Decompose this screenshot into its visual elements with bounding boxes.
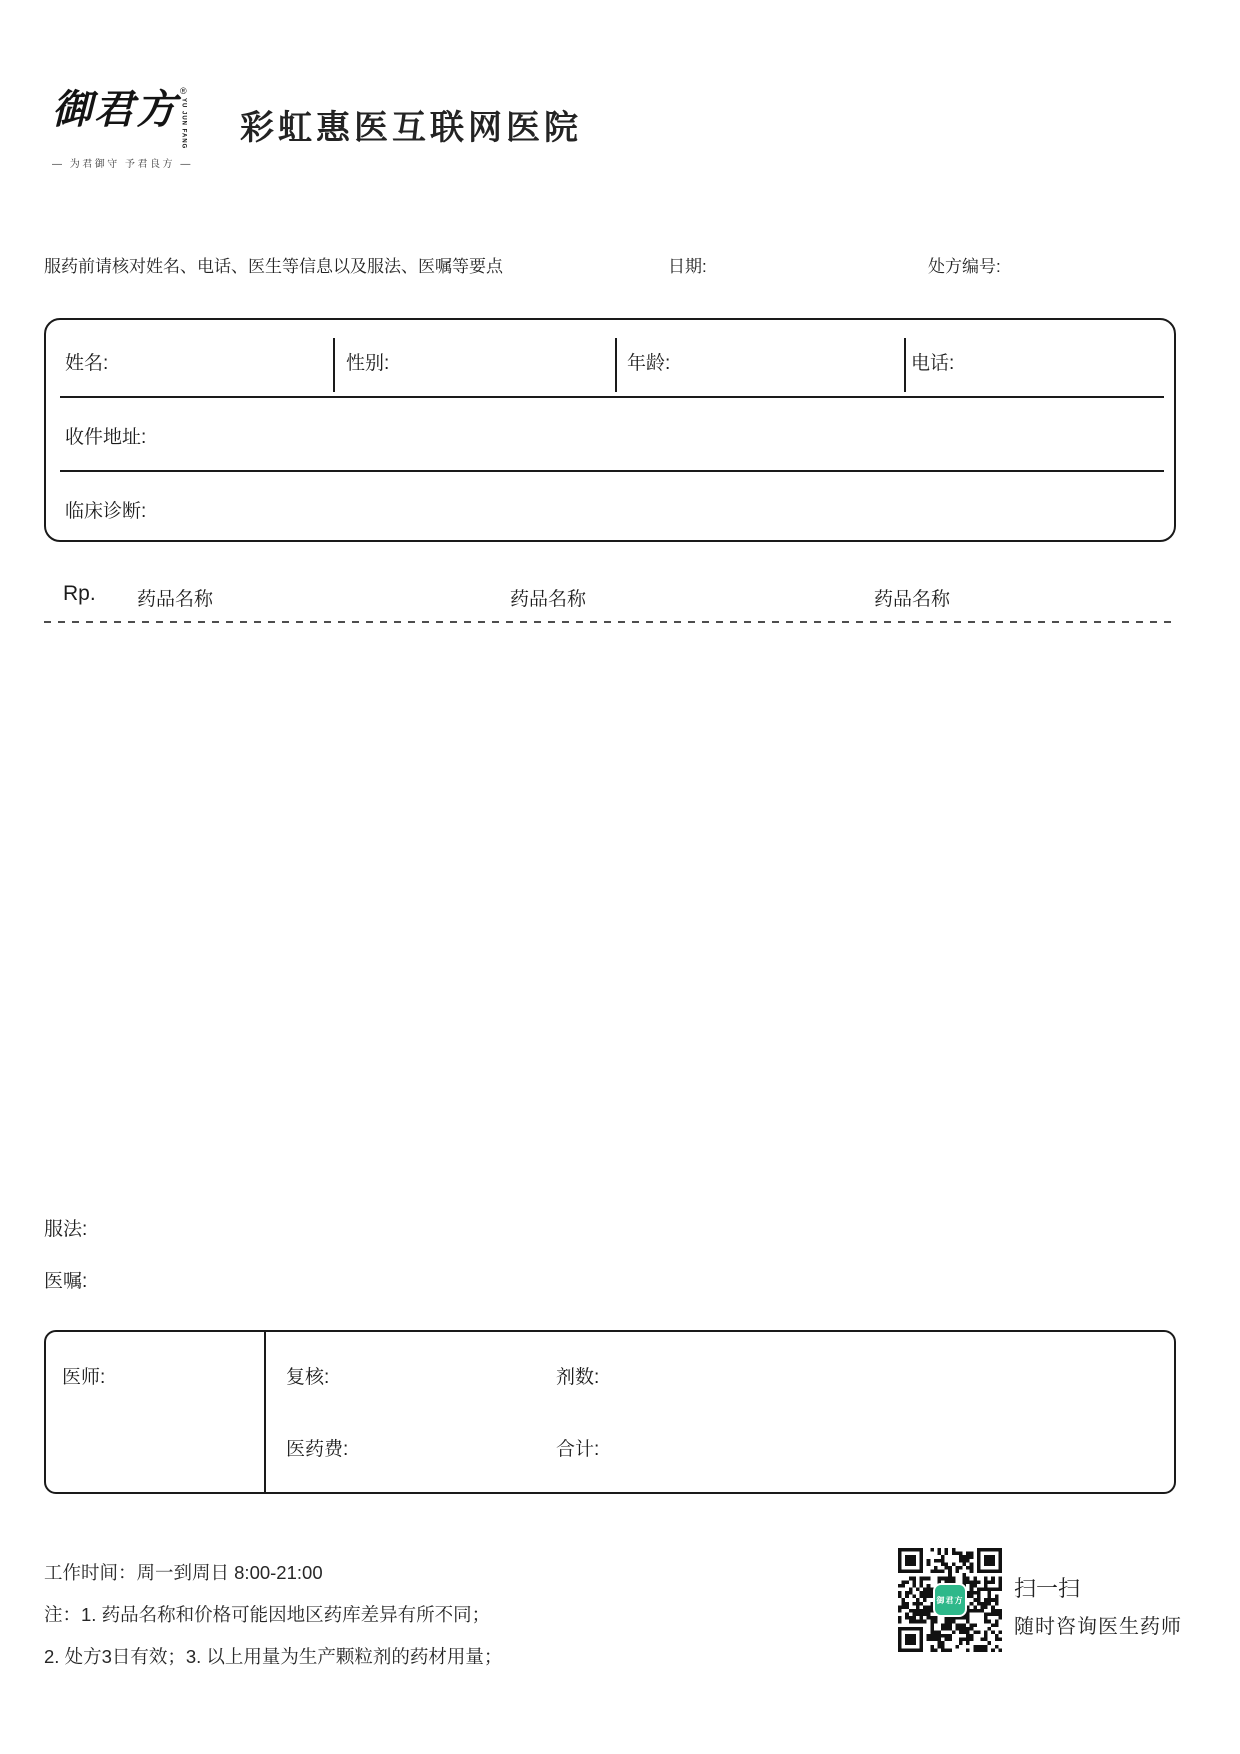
row-divider [60, 396, 1164, 398]
brand-logo [52, 86, 227, 170]
scan-title: 扫一扫 [1014, 1576, 1081, 1601]
note-line-2: 2. 处方3日有效；3. 以上用量为生产颗粒剂的药材用量； [44, 1646, 503, 1667]
drug-name-column-header: 药品名称 [874, 589, 951, 610]
logo-text: 御君方 [52, 86, 178, 133]
review-label: 复核: [286, 1367, 330, 1388]
usage-label: 服法: [44, 1219, 88, 1240]
signoff-box [44, 1330, 1176, 1494]
logo-vertical-text: YU JUN FANG [180, 98, 187, 150]
patient-info-box [44, 318, 1176, 542]
rx-separator-dashed-line [44, 621, 1176, 623]
scan-subtitle: 随时咨询医生药师 [1014, 1616, 1182, 1638]
footer-notes [44, 1552, 502, 1678]
diagnosis-field-label: 临床诊断: [65, 501, 147, 522]
date-label: 日期: [668, 257, 707, 276]
total-label: 合计: [556, 1439, 600, 1460]
qr-code [898, 1548, 1002, 1652]
phone-field-label: 电话: [911, 353, 955, 374]
address-field-label: 收件地址: [65, 427, 147, 448]
note-line-1: 注：1. 药品名称和价格可能因地区药库差异有所不同； [44, 1604, 491, 1625]
drug-name-column-header: 药品名称 [510, 589, 587, 610]
age-field-label: 年龄: [627, 353, 671, 374]
gender-field-label: 性别: [346, 353, 390, 374]
field-divider [615, 338, 617, 392]
doses-label: 剂数: [556, 1367, 600, 1388]
field-divider [333, 338, 335, 392]
medical-fee-label: 医药费: [286, 1439, 349, 1460]
hospital-name: 彩虹惠医互联网医院 [240, 109, 582, 147]
logo-tagline: — 为君御守 予君良方 — [52, 159, 193, 171]
prescription-number-label: 处方编号: [928, 257, 1001, 276]
working-hours: 工作时间：周一到周日 8:00-21:00 [44, 1562, 323, 1583]
cell-divider [264, 1332, 266, 1492]
drug-name-column-header: 药品名称 [137, 589, 214, 610]
row-divider [60, 470, 1164, 472]
physician-label: 医师: [62, 1367, 106, 1388]
registered-trademark-icon: ® [180, 86, 187, 96]
qr-center-logo: 御君方 [933, 1583, 967, 1617]
name-field-label: 姓名: [65, 353, 109, 374]
rp-label: Rp. [63, 582, 96, 605]
field-divider [904, 338, 906, 392]
medical-advice-label: 医嘱: [44, 1271, 88, 1292]
verification-notice: 服药前请核对姓名、电话、医生等信息以及服法、医嘱等要点 [44, 257, 503, 276]
